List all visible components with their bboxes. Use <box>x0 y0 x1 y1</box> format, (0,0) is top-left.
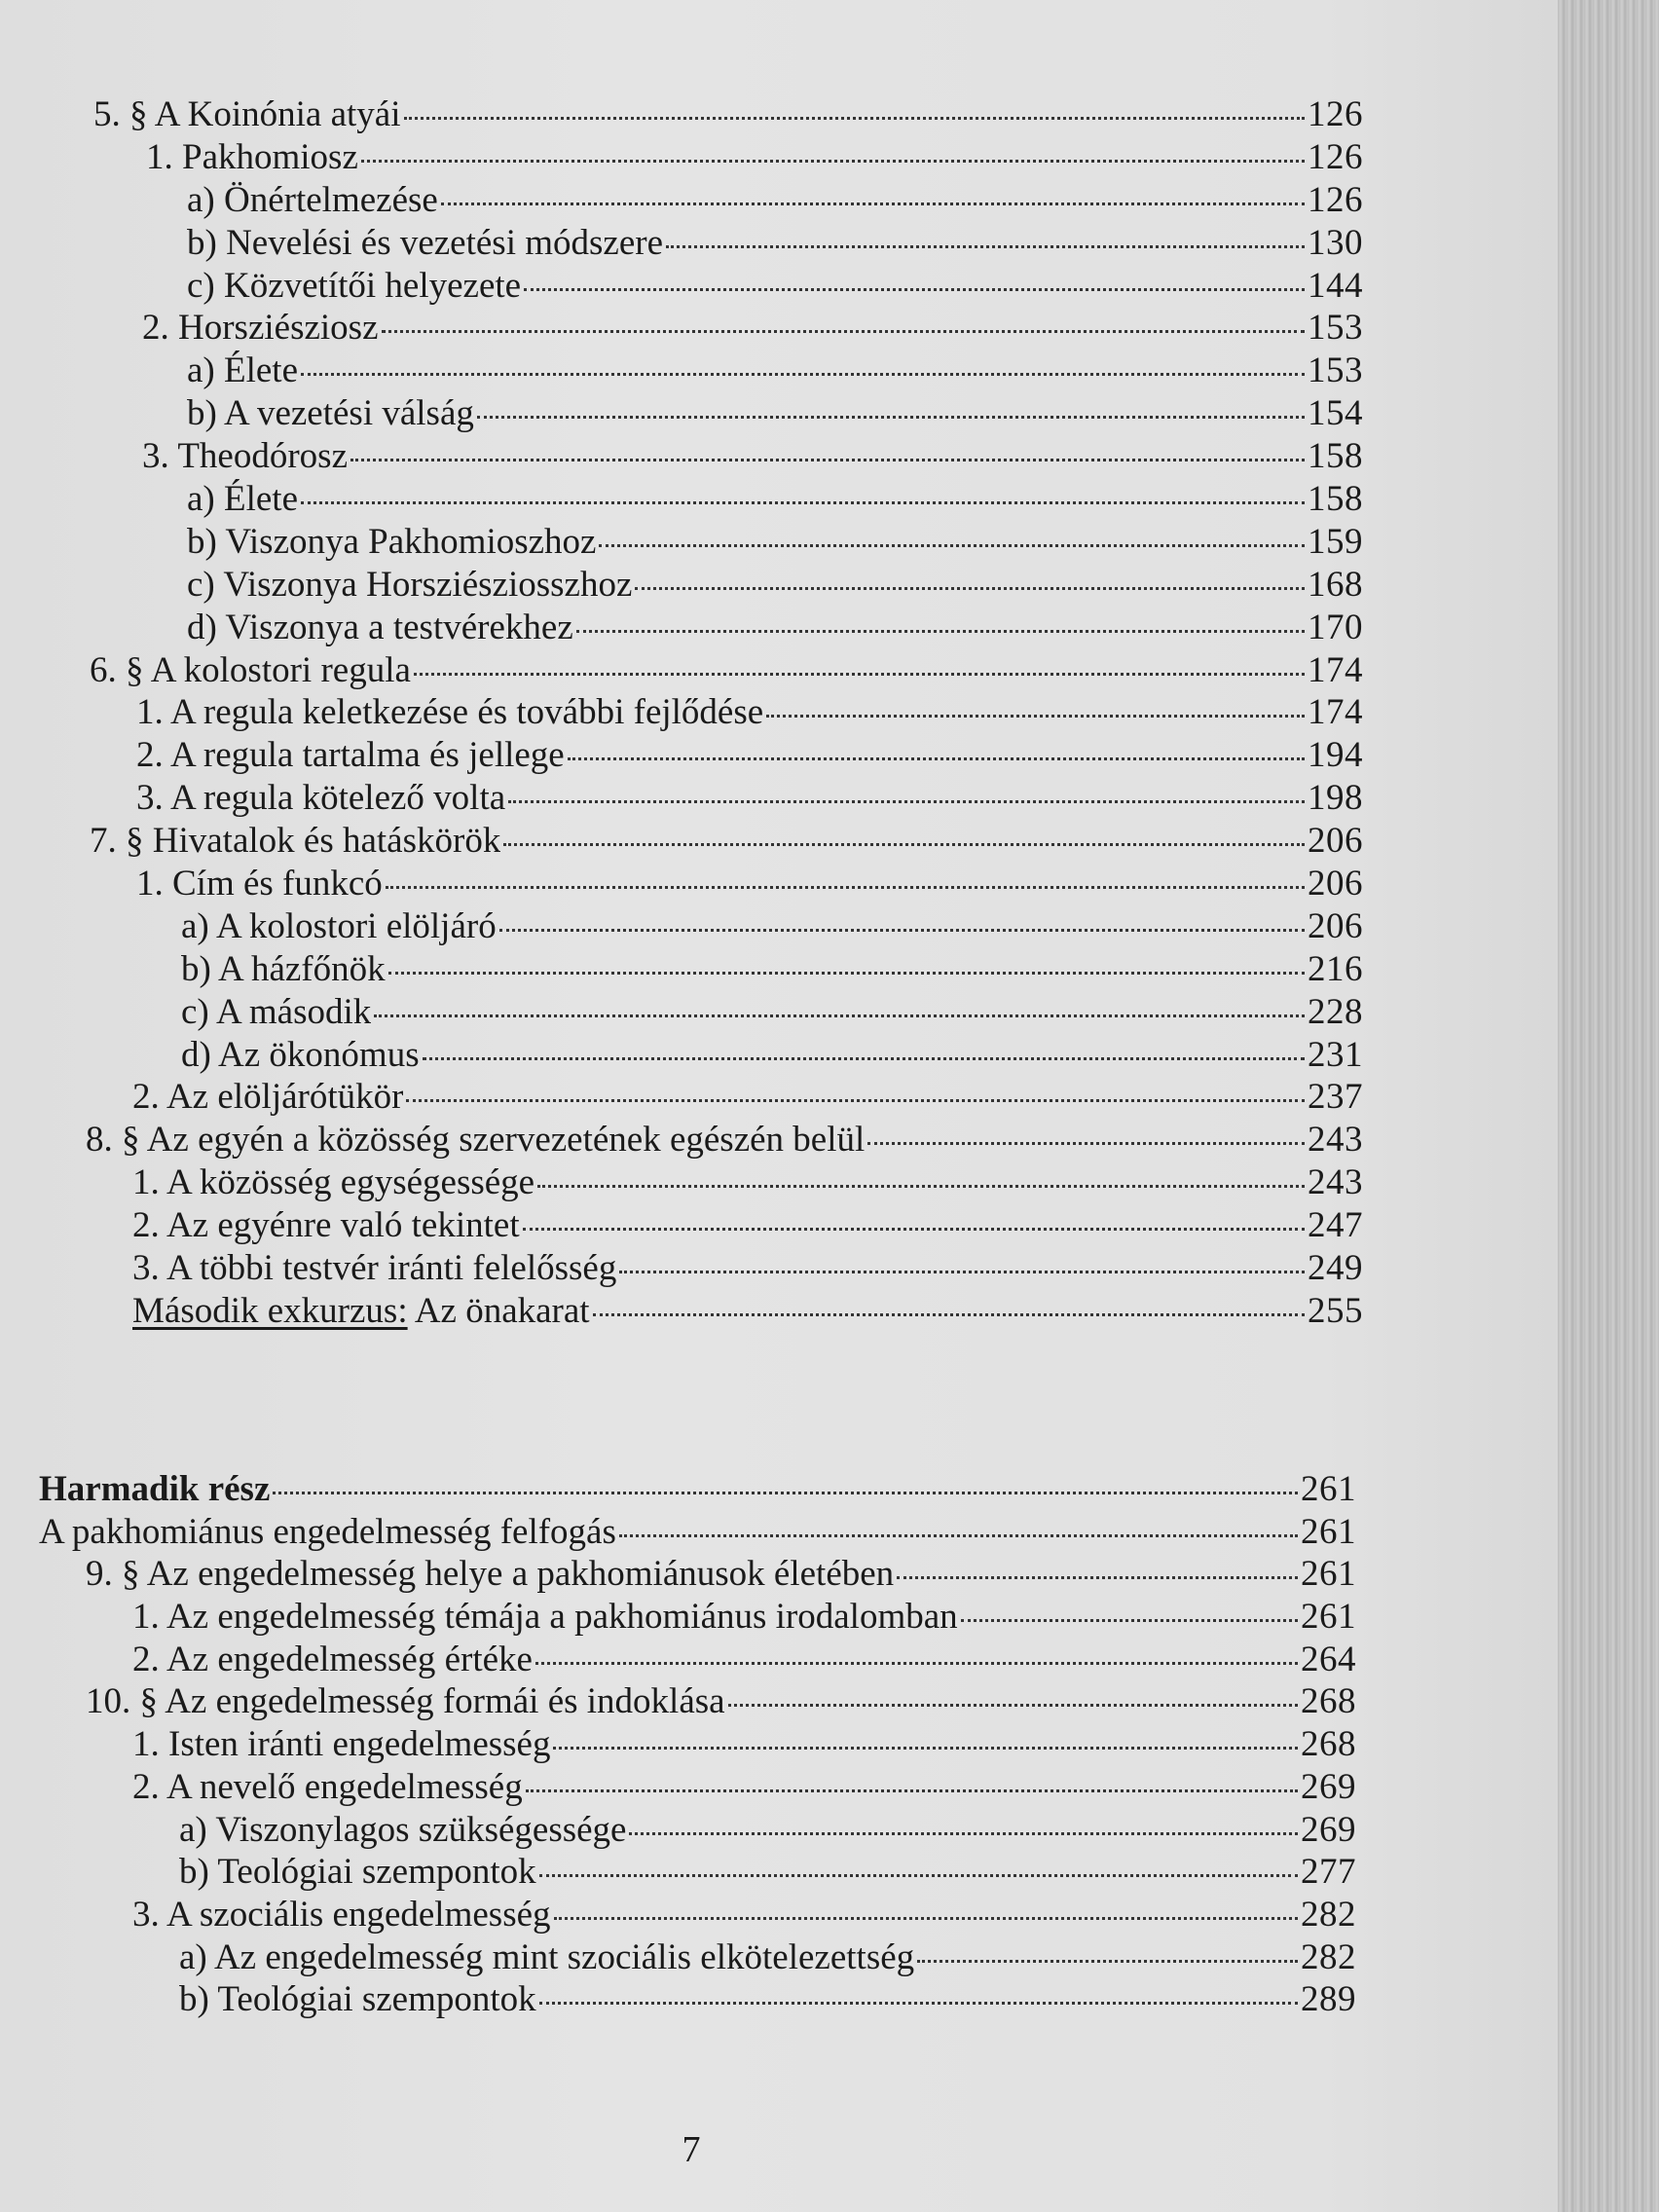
leader-dots <box>728 1704 1298 1707</box>
toc-entry <box>136 691 1363 734</box>
excursus-heading: Második exkurzus: <box>132 1290 408 1331</box>
toc-entry-label: c) Viszonya Horsziésziosszhoz <box>187 564 633 605</box>
leader-dots <box>539 1874 1298 1877</box>
toc-entry-page: 261 <box>1301 1469 1356 1509</box>
toc-entry-page: 158 <box>1308 479 1363 520</box>
toc-entry <box>181 1034 1363 1077</box>
toc-entry-label: 9. § Az engedelmesség helye a pakhomiánusok életében <box>86 1554 895 1595</box>
toc-entry <box>86 1553 1356 1596</box>
part-heading <box>39 1468 1356 1511</box>
toc-entry <box>187 607 1363 649</box>
toc-entry-label: 3. A szociális engedelmesség <box>132 1894 551 1935</box>
toc-entry-label: a) A kolostori elöljáró <box>181 905 497 946</box>
toc-entry-page: 174 <box>1308 692 1363 733</box>
toc-entry-page: 247 <box>1308 1205 1363 1246</box>
toc-entry-page: 216 <box>1308 948 1363 989</box>
toc-entry-label: 2. Az egyénre való tekintet <box>132 1205 520 1246</box>
toc-entry-page: 282 <box>1301 1894 1356 1935</box>
toc-entry-page: 269 <box>1301 1809 1356 1850</box>
toc-entry <box>187 179 1363 222</box>
toc-entry-label: a) Önértelmezése <box>187 179 438 220</box>
leader-dots <box>273 1492 1298 1494</box>
toc-entry <box>132 1894 1356 1936</box>
toc-entry <box>142 435 1363 478</box>
toc-entry-page: 158 <box>1308 436 1363 477</box>
toc-entry-label: 2. Horsziésziosz <box>142 308 379 349</box>
toc-entry-page: 243 <box>1308 1162 1363 1203</box>
toc-entry-page: 126 <box>1308 94 1363 134</box>
toc-entry-label: 10. § Az engedelmesség formái és indoklása <box>86 1681 725 1722</box>
leader-dots <box>539 2002 1298 2005</box>
leader-dots <box>576 630 1305 633</box>
toc-entry-label <box>132 1290 590 1333</box>
toc-entry <box>132 1639 1356 1681</box>
leader-dots <box>619 1534 1298 1537</box>
toc-entry-label: 1. Pakhomiosz <box>146 136 358 177</box>
toc-entry <box>132 1247 1363 1290</box>
toc-entry-label: A pakhomiánus engedelmesség felfogás <box>39 1511 616 1552</box>
leader-dots <box>897 1576 1298 1579</box>
toc-entry-page: 228 <box>1308 991 1363 1032</box>
toc-entry-label: 3. A regula kötelező volta <box>136 778 506 819</box>
toc-entry <box>93 93 1363 136</box>
toc-entry-page: 249 <box>1308 1248 1363 1289</box>
toc-entry-label: d) Az ökonómus <box>181 1034 420 1075</box>
leader-dots <box>508 800 1305 803</box>
leader-dots <box>593 1313 1305 1316</box>
toc-entry <box>187 265 1363 308</box>
toc-entry-page: 268 <box>1301 1724 1356 1765</box>
leader-dots <box>867 1142 1305 1145</box>
toc-entry-label: 6. § A kolostori regula <box>90 649 411 690</box>
toc-entry-label: Harmadik rész <box>39 1469 271 1509</box>
toc-entry-page: 174 <box>1308 649 1363 690</box>
leader-dots <box>526 1789 1298 1792</box>
leader-dots <box>301 501 1305 504</box>
leader-dots <box>350 459 1305 461</box>
toc-entry-label: b) A házfőnök <box>181 948 386 989</box>
toc-entry-page: 206 <box>1308 821 1363 862</box>
toc-entry-label: 5. § A Koinónia atyái <box>93 94 401 134</box>
toc-entry <box>132 1161 1363 1204</box>
leader-dots <box>568 757 1305 760</box>
leader-dots <box>523 1228 1305 1231</box>
leader-dots <box>619 1271 1305 1273</box>
toc-entry-excursus <box>132 1290 1363 1333</box>
toc-entry <box>187 521 1363 564</box>
leader-dots <box>477 416 1305 419</box>
toc-entry-page: 154 <box>1308 393 1363 434</box>
leader-dots <box>499 929 1305 932</box>
toc-list-part3 <box>0 1468 1558 2021</box>
leader-dots <box>382 330 1306 333</box>
toc-entry-label: a) Az engedelmesség mint szociális elkötelezettség <box>179 1936 915 1977</box>
toc-entry-page: 153 <box>1308 308 1363 349</box>
toc-entry-page: 261 <box>1301 1554 1356 1595</box>
toc-entry-label: b) Teológiai szempontok <box>179 1852 536 1893</box>
toc-entry-page: 269 <box>1301 1766 1356 1807</box>
toc-entry-label: 2. Az elöljárótükör <box>132 1077 404 1118</box>
leader-dots <box>553 1747 1298 1750</box>
leader-dots <box>599 544 1305 547</box>
toc-entry-page: 264 <box>1301 1639 1356 1679</box>
toc-entry-page: 261 <box>1301 1597 1356 1638</box>
toc-entry <box>187 564 1363 607</box>
toc-entry-label: b) A vezetési válság <box>187 393 474 434</box>
toc-entry-page: 282 <box>1301 1936 1356 1977</box>
leader-dots <box>961 1619 1298 1622</box>
toc-entry-label: a) Viszonylagos szükségessége <box>179 1809 627 1850</box>
toc-entry-label: 1. Az engedelmesség témája a pakhomiánus irodalomban <box>132 1597 958 1638</box>
toc-entry <box>132 1723 1356 1766</box>
leader-dots <box>535 1662 1298 1665</box>
toc-entry <box>179 1809 1356 1852</box>
toc-entry-page: 206 <box>1308 905 1363 946</box>
toc-entry-label: a) Élete <box>187 479 298 520</box>
toc-entry-label: 7. § Hivatalok és hatáskörök <box>90 821 501 862</box>
leader-dots <box>503 843 1305 846</box>
toc-entry-page: 268 <box>1301 1681 1356 1722</box>
toc-entry-label: b) Nevelési és vezetési módszere <box>187 222 664 263</box>
toc-entry <box>187 222 1363 265</box>
toc-list-part2 <box>0 93 1558 1333</box>
toc-entry-page: 170 <box>1308 607 1363 647</box>
toc-entry-label: d) Viszonya a testvérekhez <box>187 607 573 647</box>
toc-entry-label: 8. § Az egyén a közösség szervezetének egészén belül <box>86 1120 866 1161</box>
toc-entry <box>181 905 1363 948</box>
toc-entry-label: 2. A regula tartalma és jellege <box>136 735 565 776</box>
toc-entry <box>181 948 1363 991</box>
toc-entry-label: 2. Az engedelmesség értéke <box>132 1639 533 1679</box>
toc-entry <box>136 734 1363 777</box>
toc-entry <box>136 863 1363 905</box>
toc-entry-page: 153 <box>1308 350 1363 391</box>
toc-entry-page: 194 <box>1308 735 1363 776</box>
toc-entry <box>179 1936 1356 1979</box>
toc-entry-page: 289 <box>1301 1979 1356 2020</box>
toc-entry-label: 3. A többi testvér iránti felelősség <box>132 1248 617 1289</box>
toc-entry <box>90 820 1363 863</box>
toc-entry-page: 243 <box>1308 1120 1363 1161</box>
leader-dots <box>414 673 1305 676</box>
leader-dots <box>301 373 1305 376</box>
toc-entry <box>179 1978 1356 2021</box>
toc-entry-label: b) Viszonya Pakhomioszhoz <box>187 521 597 562</box>
leader-dots <box>917 1960 1298 1963</box>
toc-entry <box>179 1851 1356 1894</box>
toc-entry <box>132 1076 1363 1119</box>
toc-entry <box>142 307 1363 350</box>
page-number: 7 <box>682 2129 701 2170</box>
toc-entry-label: c) A második <box>181 991 372 1032</box>
leader-dots <box>374 1014 1305 1017</box>
toc-entry <box>187 350 1363 392</box>
toc-entry <box>146 136 1363 179</box>
leader-dots <box>766 715 1305 718</box>
toc-entry-label: 3. Theodórosz <box>142 436 348 477</box>
leader-dots <box>537 1185 1305 1188</box>
excursus-title: Az önakarat <box>407 1290 590 1331</box>
toc-entry <box>90 649 1363 692</box>
toc-entry-label: 1. Isten iránti engedelmesség <box>132 1724 551 1765</box>
toc-entry-page: 126 <box>1308 136 1363 177</box>
toc-entry-page: 159 <box>1308 521 1363 562</box>
leader-dots <box>524 288 1305 291</box>
toc-entry <box>132 1766 1356 1809</box>
toc-entry-page: 126 <box>1308 179 1363 220</box>
toc-entry <box>86 1119 1363 1161</box>
toc-entry-label: 1. Cím és funkcó <box>136 864 383 904</box>
leader-dots <box>406 1099 1305 1102</box>
toc-entry-page: 277 <box>1301 1852 1356 1893</box>
leader-dots <box>423 1057 1305 1060</box>
leader-dots <box>388 972 1305 975</box>
toc-entry <box>86 1680 1356 1723</box>
leader-dots <box>666 245 1305 248</box>
toc-entry-label: 2. A nevelő engedelmesség <box>132 1766 523 1807</box>
toc-entry-page: 231 <box>1308 1034 1363 1075</box>
toc-entry <box>132 1596 1356 1639</box>
toc-entry <box>136 777 1363 820</box>
toc-entry-page: 255 <box>1308 1290 1363 1331</box>
toc-entry-page: 237 <box>1308 1077 1363 1118</box>
leader-dots <box>361 160 1305 163</box>
toc-entry <box>187 478 1363 521</box>
toc-entry-page: 206 <box>1308 864 1363 904</box>
toc-entry-page: 144 <box>1308 265 1363 306</box>
leader-dots <box>629 1832 1298 1835</box>
toc-entry-label: c) Közvetítői helyezete <box>187 265 522 306</box>
toc-entry <box>39 1511 1356 1554</box>
leader-dots <box>404 117 1306 120</box>
toc-entry-page: 198 <box>1308 778 1363 819</box>
toc-entry-page: 130 <box>1308 222 1363 263</box>
toc-entry-page: 168 <box>1308 564 1363 605</box>
toc-entry-page: 261 <box>1301 1511 1356 1552</box>
toc-entry-label: b) Teológiai szempontok <box>179 1979 536 2020</box>
toc-entry-label: a) Élete <box>187 350 298 391</box>
toc-entry <box>132 1204 1363 1247</box>
leader-dots <box>441 203 1305 205</box>
book-edge <box>1558 0 1659 2212</box>
toc-entry <box>187 392 1363 435</box>
leader-dots <box>554 1917 1298 1920</box>
leader-dots <box>386 886 1305 889</box>
toc-entry-label: 1. A közösség egységessége <box>132 1162 535 1203</box>
toc-entry <box>181 991 1363 1034</box>
toc-entry-label: 1. A regula keletkezése és további fejlődése <box>136 692 764 733</box>
leader-dots <box>635 587 1305 590</box>
